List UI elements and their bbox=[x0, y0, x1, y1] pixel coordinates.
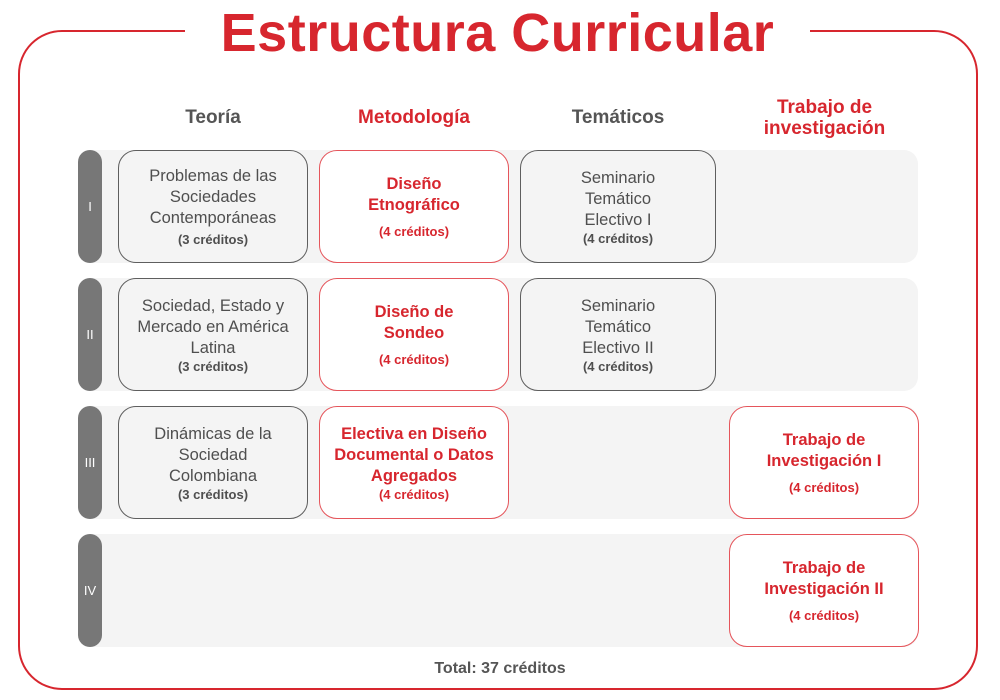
course-name: Sociedad, Estado y Mercado en América Latina bbox=[137, 296, 289, 357]
total-credits: Total: 37 créditos bbox=[434, 660, 566, 677]
course-credits: (3 créditos) bbox=[177, 358, 249, 374]
course-card bbox=[729, 534, 919, 647]
semester-label-1: I bbox=[78, 150, 102, 263]
course-card bbox=[118, 406, 308, 519]
course-credits: (4 créditos) bbox=[582, 230, 654, 246]
course-card bbox=[319, 278, 509, 391]
page-title: Estructura Curricular bbox=[185, 2, 810, 64]
course-credits: (4 créditos) bbox=[788, 608, 860, 623]
course-name: Dinámicas de la Sociedad Colombiana bbox=[154, 424, 272, 485]
course-card bbox=[118, 150, 308, 263]
course-card bbox=[729, 406, 919, 519]
column-header-trabajo-investigacion: Trabajo de investigación bbox=[763, 97, 886, 139]
column-header-metodologia: Metodología bbox=[358, 107, 470, 128]
course-credits: (3 créditos) bbox=[177, 486, 249, 502]
course-credits: (3 créditos) bbox=[177, 232, 249, 247]
course-card bbox=[520, 150, 716, 263]
semester-label-3: III bbox=[78, 406, 102, 519]
course-card bbox=[319, 150, 509, 263]
course-credits: (4 créditos) bbox=[788, 480, 860, 495]
course-credits: (4 créditos) bbox=[378, 352, 450, 367]
course-name: Diseño de Sondeo bbox=[374, 303, 454, 342]
course-card bbox=[319, 406, 509, 519]
course-name: Electiva en Diseño Documental o Datos Agregados bbox=[334, 424, 494, 485]
course-credits: (4 créditos) bbox=[378, 486, 450, 502]
course-card bbox=[118, 278, 308, 391]
column-header-teoria: Teoría bbox=[185, 107, 241, 128]
course-card bbox=[520, 278, 716, 391]
course-name: Trabajo de Investigación I bbox=[766, 431, 882, 470]
column-header-tematicos: Temáticos bbox=[571, 107, 665, 128]
course-name: Problemas de las Sociedades Contemporáneas bbox=[149, 167, 277, 227]
semester-label-2: II bbox=[78, 278, 102, 391]
semester-label-4: IV bbox=[78, 534, 102, 647]
course-credits: (4 créditos) bbox=[378, 224, 450, 239]
course-name: Diseño Etnográfico bbox=[368, 175, 460, 214]
course-credits: (4 créditos) bbox=[582, 358, 654, 374]
course-name: Trabajo de Investigación II bbox=[764, 559, 884, 598]
course-name: Seminario Temático Electivo II bbox=[580, 296, 656, 357]
course-name: Seminario Temático Electivo I bbox=[580, 168, 656, 229]
